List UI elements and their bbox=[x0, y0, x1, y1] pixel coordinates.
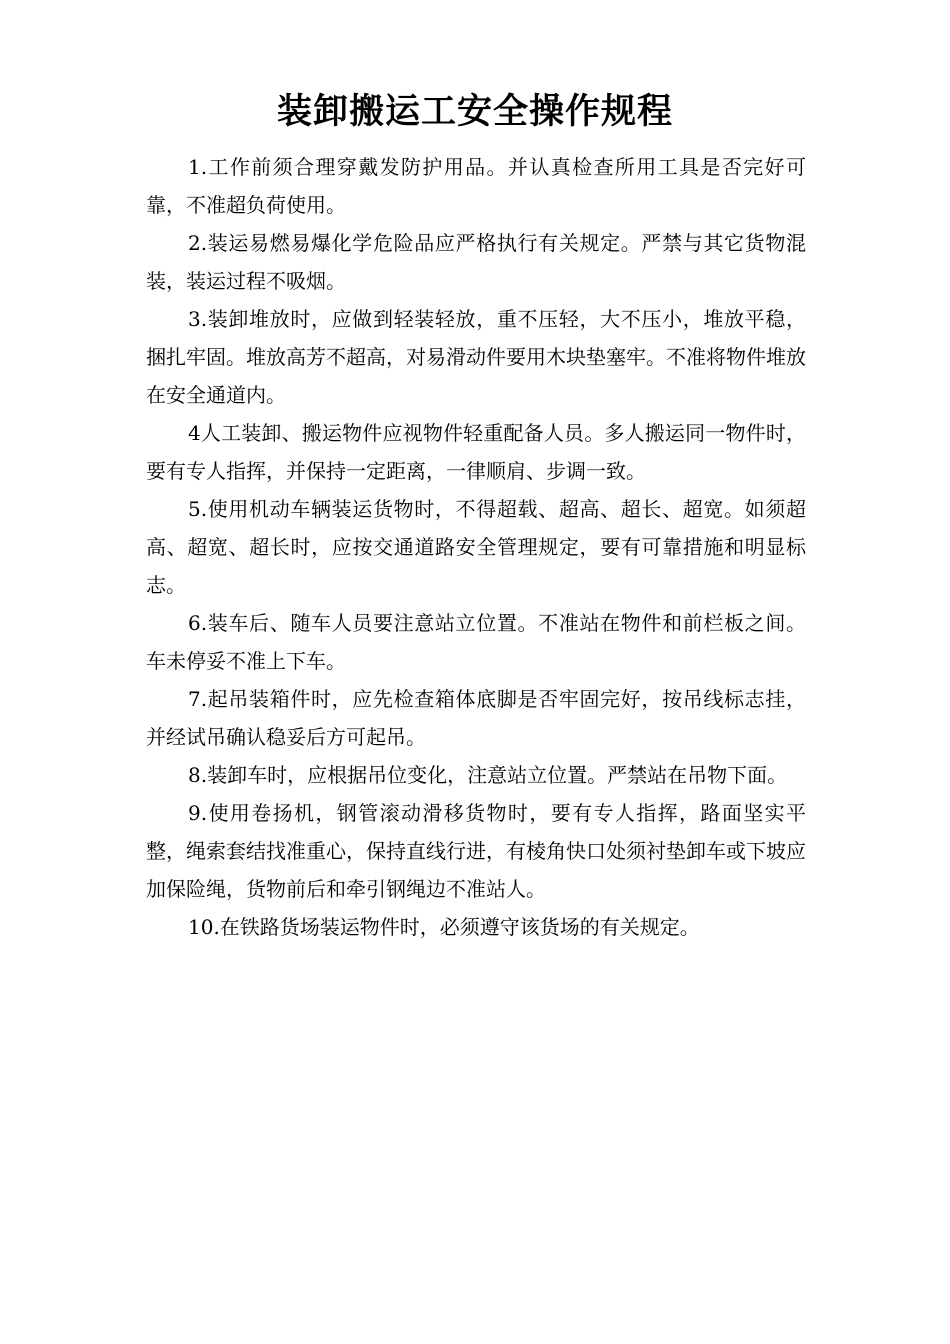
rule-paragraph-1: 1.工作前须合理穿戴发防护用品。并认真检查所用工具是否完好可靠，不准超负荷使用。 bbox=[146, 155, 806, 217]
rule-paragraph-9: 9.使用卷扬机，钢管滚动滑移货物时，要有专人指挥，路面坚实平整，绳索套结找准重心，保持直线行进，有棱角快口处须衬垫卸车或下坡应加保险绳，货物前后和牵引钢绳边不准站人。 bbox=[146, 801, 806, 901]
rule-paragraph-3: 3.装卸堆放时，应做到轻装轻放，重不压轻，大不压小，堆放平稳，捆扎牢固。堆放高芳不超高，对易滑动件要用木块垫塞牢。不准将物件堆放在安全通道内。 bbox=[146, 307, 806, 407]
rule-paragraph-7: 7.起吊装箱件时，应先检查箱体底脚是否牢固完好，按吊线标志挂，并经试吊确认稳妥后方可起吊。 bbox=[146, 687, 806, 749]
rule-paragraph-4: 4人工装卸、搬运物件应视物件轻重配备人员。多人搬运同一物件时，要有专人指挥，并保持一定距离，一律顺肩、步调一致。 bbox=[146, 421, 806, 483]
rule-paragraph-10: 10.在铁路货场装运物件时，必须遵守该货场的有关规定。 bbox=[188, 915, 700, 939]
rule-paragraph-6: 6.装车后、随车人员要注意站立位置。不准站在物件和前栏板之间。车未停妥不准上下车。 bbox=[146, 611, 806, 673]
document-body bbox=[146, 148, 806, 946]
rule-paragraph-8: 8.装卸车时，应根据吊位变化，注意站立位置。严禁站在吊物下面。 bbox=[188, 763, 788, 787]
rule-paragraph-5: 5.使用机动车辆装运货物时，不得超载、超高、超长、超宽。如须超高、超宽、超长时，应按交通道路安全管理规定，要有可靠措施和明显标志。 bbox=[146, 497, 806, 597]
document-title: 装卸搬运工安全操作规程 bbox=[276, 92, 673, 132]
rule-paragraph-2: 2.装运易燃易爆化学危险品应严格执行有关规定。严禁与其它货物混装，装运过程不吸烟。 bbox=[146, 231, 806, 293]
